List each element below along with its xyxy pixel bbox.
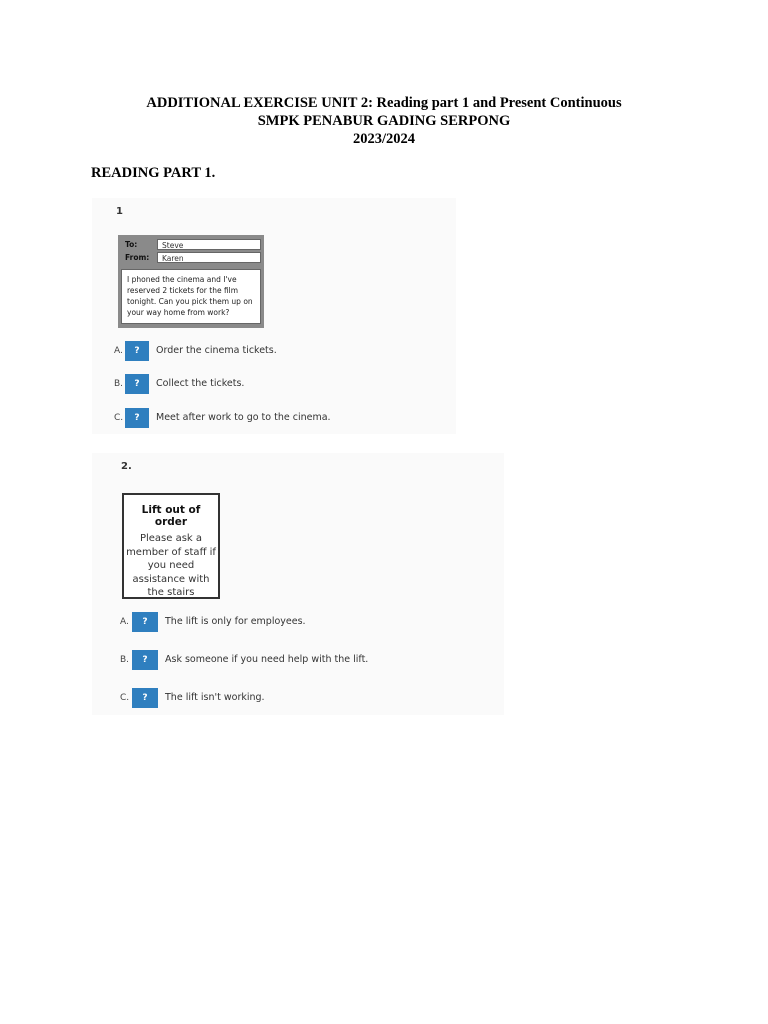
- from-row: [122, 252, 262, 264]
- option-letter: C.: [114, 413, 124, 423]
- option-letter: C.: [120, 693, 130, 703]
- document-title: ADDITIONAL EXERCISE UNIT 2: Reading part 1 and Present Continuous: [146, 95, 622, 111]
- option-letter: A.: [120, 617, 129, 627]
- school-year: 2023/2024: [352, 131, 416, 147]
- from-label: From:: [125, 253, 150, 262]
- option-letter: B.: [114, 379, 124, 389]
- question-number: 1: [116, 206, 123, 217]
- to-label: To:: [125, 240, 138, 249]
- option-text: Order the cinema tickets.: [156, 345, 277, 356]
- section-title: READING PART 1.: [91, 165, 216, 181]
- answer-button-c[interactable]: ?: [132, 688, 158, 708]
- from-value: Karen: [157, 252, 261, 263]
- school-name: SMPK PENABUR GADING SERPONG: [257, 113, 511, 129]
- to-row: [122, 239, 262, 251]
- answer-button-b[interactable]: ?: [132, 650, 158, 670]
- answer-button-a[interactable]: ?: [132, 612, 158, 632]
- message-box: [118, 235, 264, 328]
- option-letter: A.: [114, 346, 123, 356]
- to-value: Steve: [157, 239, 261, 250]
- option-text: The lift isn't working.: [165, 692, 265, 703]
- notice-title: Lift out of order: [141, 504, 201, 528]
- message-body: I phoned the cinema and I've reserved 2 tickets for the film tonight. Can you pick them up on your way home from work?: [121, 269, 261, 324]
- answer-button-a[interactable]: ?: [125, 341, 149, 361]
- notice-sign: [122, 493, 220, 599]
- option-letter: B.: [120, 655, 130, 665]
- question-number: 2.: [121, 461, 132, 472]
- answer-button-b[interactable]: ?: [125, 374, 149, 394]
- option-text: The lift is only for employees.: [165, 616, 306, 627]
- notice-body: Please ask a member of staff if you need assistance with the stairs: [126, 533, 216, 598]
- question-2-image: [92, 453, 504, 715]
- option-text: Ask someone if you need help with the lift.: [165, 654, 369, 665]
- option-text: Meet after work to go to the cinema.: [156, 412, 331, 423]
- answer-button-c[interactable]: ?: [125, 408, 149, 428]
- option-text: Collect the tickets.: [156, 378, 245, 389]
- question-1-image: [92, 198, 456, 434]
